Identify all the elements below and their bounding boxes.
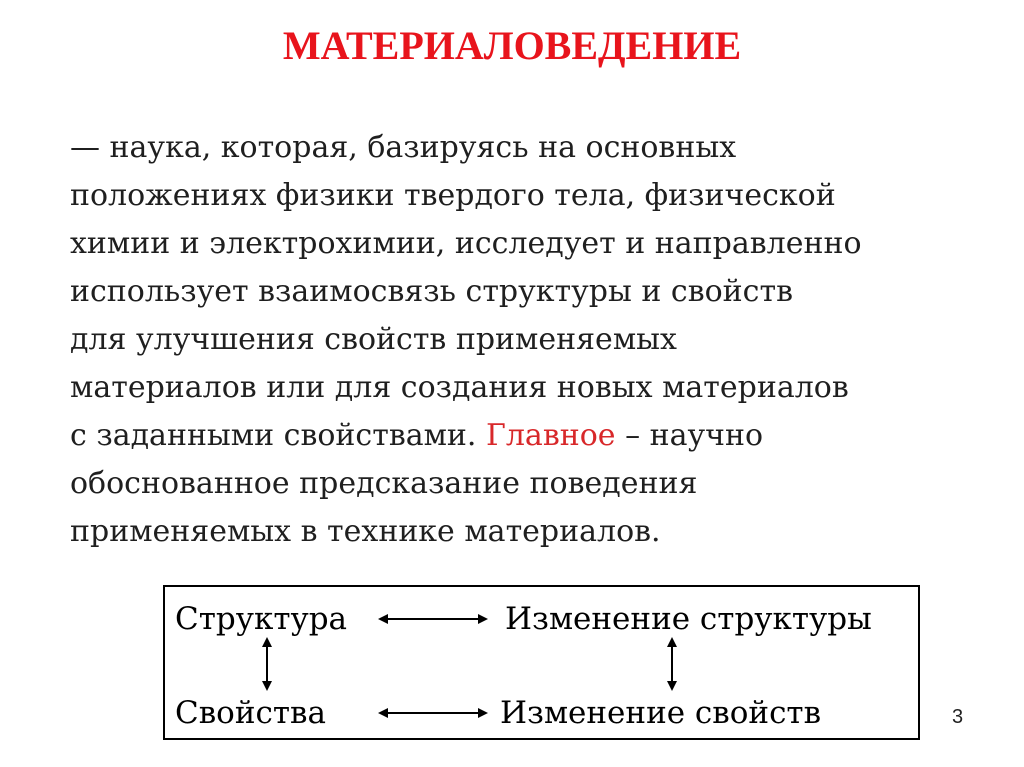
paragraph-line-2: положениях физики твердого тела, физической [70, 178, 836, 213]
line-7-start: с заданными свойствами. [70, 418, 487, 453]
definition-paragraph [70, 124, 990, 556]
label-structure: Структура [175, 601, 348, 637]
left-vertical-arrow-icon [259, 637, 275, 691]
label-properties: Свойства [175, 695, 326, 731]
paragraph-line-9: применяемых в технике материалов. [70, 514, 661, 549]
structure-properties-diagram [163, 585, 920, 740]
label-structure-change: Изменение структуры [505, 601, 872, 637]
paragraph-line-7 [70, 412, 990, 460]
top-horizontal-arrow-icon [378, 611, 488, 627]
paragraph-line-3: химии и электрохимии, исследует и направленно [70, 226, 862, 261]
highlighted-word: Главное [486, 418, 616, 453]
paragraph-line-6: материалов или для создания новых материалов [70, 370, 849, 405]
line-7-end: – научно [615, 418, 764, 453]
page-number: 3 [952, 706, 964, 728]
paragraph-line-4: использует взаимосвязь структуры и свойств [70, 274, 793, 309]
paragraph-line-5: для улучшения свойств применяемых [70, 322, 677, 357]
slide-title: МАТЕРИАЛОВЕДЕНИЕ [282, 23, 742, 68]
right-vertical-arrow-icon [664, 637, 680, 691]
paragraph-line-8: обоснованное предсказание поведения [70, 466, 698, 501]
paragraph-line-1: — наука, которая, базируясь на основных [70, 130, 737, 165]
bottom-horizontal-arrow-icon [378, 705, 488, 721]
label-properties-change: Изменение свойств [500, 695, 822, 731]
